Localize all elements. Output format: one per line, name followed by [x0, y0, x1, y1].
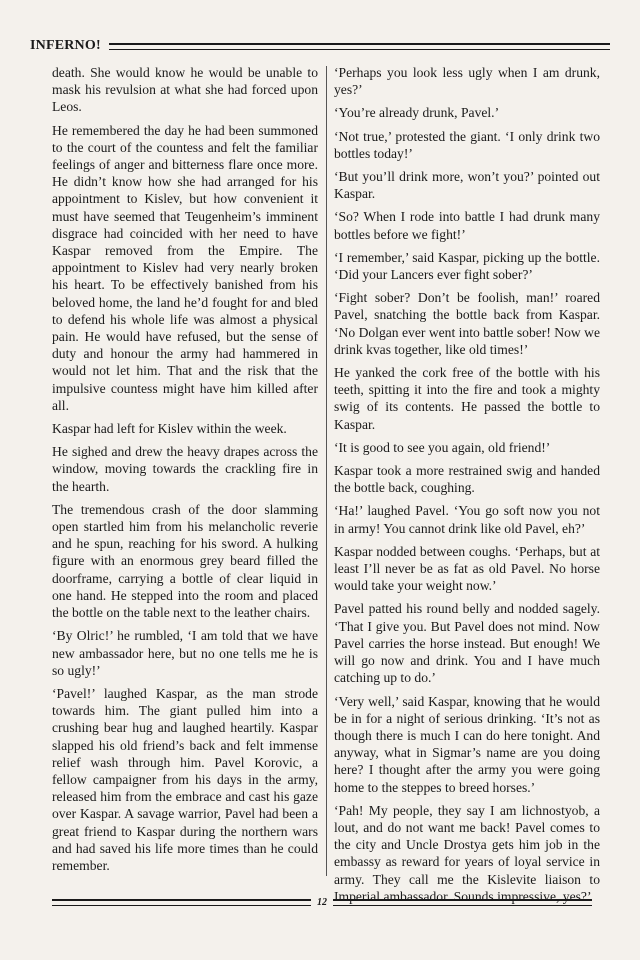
paragraph: He sighed and drew the heavy drapes across the window, moving towards the crackling fire in the hearth.: [52, 444, 318, 494]
paragraph: Kaspar had left for Kislev within the week.: [52, 421, 287, 437]
footer-rule-right: [333, 899, 592, 906]
paragraph: Kaspar took a more restrained swig and handed the bottle back, coughing.: [334, 463, 600, 496]
paragraph: ‘By Olric!’ he rumbled, ‘I am told that we have new ambassador here, but no one tells me he is so ugly!’: [52, 628, 318, 678]
paragraph: Kaspar nodded between coughs. ‘Perhaps, but at least I’ll never be as fat as old Pavel. No horse would take your weight now.’: [334, 543, 600, 594]
paragraph: ‘Pah! My people, they say I am lichnostyob, a lout, and do not want me back! Pavel comes to the city and Uncle Drostya gets him job in the embassy as reward for years of loyal service in army. They call me the Kislevite liaison to Imperial ambassador. Sounds impressive, yes?’: [334, 802, 600, 904]
paragraph: ‘Fight sober? Don’t be foolish, man!’ roared Pavel, snatching the bottle back from Kaspar. ‘No Dolgan ever went into battle sober! Now we drink kvas together, like old times!’: [334, 290, 600, 357]
paragraph: ‘Perhaps you look less ugly when I am drunk, yes?’: [334, 65, 600, 98]
paragraph: ‘So? When I rode into battle I had drunk many bottles before we fight!’: [334, 209, 600, 242]
column-divider: [326, 66, 327, 876]
page-footer: [52, 894, 592, 910]
left-column: [52, 64, 318, 880]
running-header: [30, 36, 610, 56]
paragraph: ‘Very well,’ said Kaspar, knowing that he would be in for a night of serious drinking. ‘It’s not as though there is much I can do here tonight. And anyway, what in Sigmar’s name are you doing here? I thought after the army you were going home to the steppes to breed horses.’: [334, 693, 600, 795]
header-rule: [109, 43, 610, 50]
paragraph: ‘Pavel!’ laughed Kaspar, as the man strode towards him. The giant pulled him into a crushing bear hug and laughed heartily. Kaspar slapped his old friend’s back and felt immense relief wash through him. Pavel Korovic, a fellow campaigner from his days in the army, released him from the embrace and cast his gaze over Kaspar. A savage warrior, Pavel had been a great friend to Kaspar during the northern wars and had saved his life more times than he could remember.: [52, 685, 318, 873]
paragraph: ‘I remember,’ said Kaspar, picking up the bottle. ‘Did your Lancers ever fight sober?’: [334, 249, 600, 283]
paragraph: ‘But you’ll drink more, won’t you?’ pointed out Kaspar.: [334, 169, 600, 202]
paragraph: death. She would know he would be unable to mask his revulsion at what she had forced upon Leos.: [52, 65, 318, 115]
paragraph: ‘It is good to see you again, old friend!’: [334, 439, 551, 455]
paragraph: ‘You’re already drunk, Pavel.’: [334, 105, 500, 121]
page-number: 12: [317, 896, 327, 908]
paragraph: ‘Not true,’ protested the giant. ‘I only drink two bottles today!’: [334, 128, 600, 161]
paragraph: Pavel patted his round belly and nodded sagely. ‘That I give you. But Pavel does not mind. Now Pavel carries the horse instead. But enough! We will go now and drink. You and I have much catching up to do.’: [334, 601, 600, 686]
paragraph: The tremendous crash of the door slamming open startled him from his melancholic reverie and he spun, reaching for his sword. A hulking figure with an enormous grey beard filled the doorframe, carrying a bottle of clear liquid in one hand. He stepped into the room and placed the bottle on the table next to the leather chairs.: [52, 501, 318, 621]
paragraph: ‘Ha!’ laughed Pavel. ‘You go soft now you not in army! You cannot drink like old Pavel, eh?’: [334, 503, 600, 536]
paragraph: He yanked the cork free of the bottle with his teeth, spitting it into the fire and took a mighty swig of its contents. He passed the bottle to Kaspar.: [334, 365, 600, 432]
footer-rule-left: [52, 899, 311, 906]
running-header-title: INFERNO!: [30, 38, 101, 53]
paragraph: He remembered the day he had been summoned to the court of the countess and felt the familiar feelings of anger and bitterness flare once more. He didn’t know how she had arranged for his appointment to Kislev, but how convenient it must have seemed that Teugenheim’s imminent disgrace had coincided with her need to have Kaspar removed from the Empire. The appointment to Kislev had very nearly broken his heart. To be effectively banished from his beloved home, the land he’d fought for and bled to defend his whole life was almost a physical pain. He would have refused, but the sense of duty and honour the army had hammered in would not let him. That and the risk that the impulsive countess might have him killed after all.: [52, 122, 318, 413]
right-column: [334, 64, 600, 911]
